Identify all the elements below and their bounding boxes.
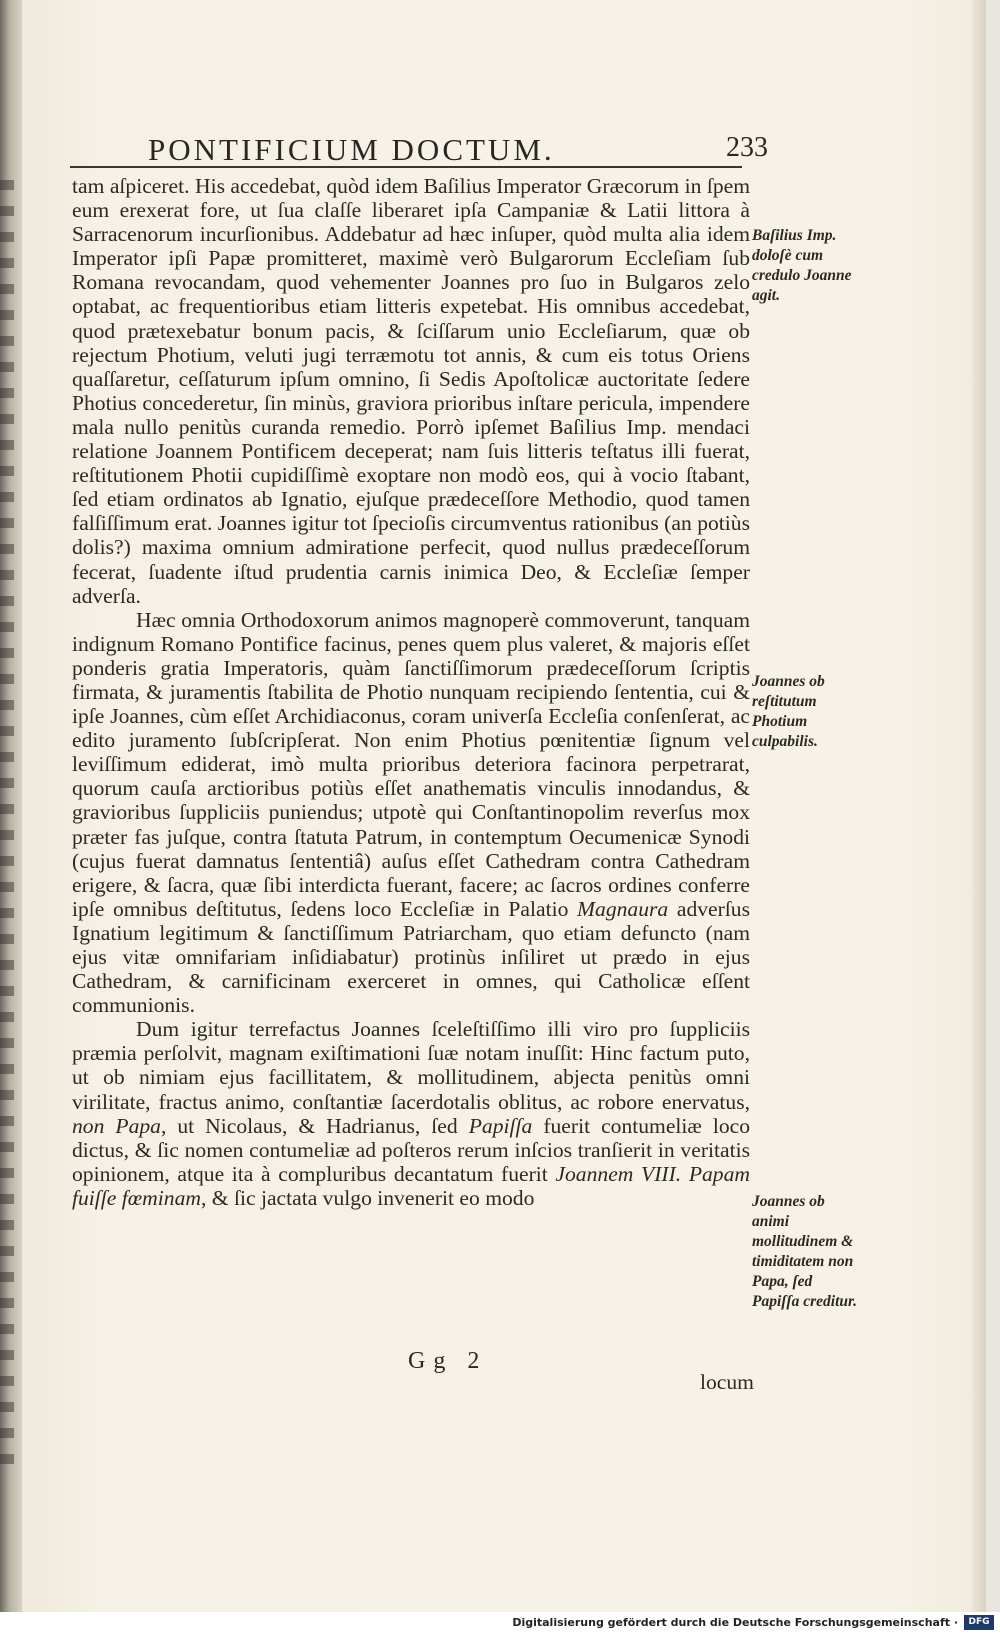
- digitization-footer: [0, 1612, 1000, 1635]
- margin-notes: [752, 226, 862, 1346]
- margin-note-3: Joannes ob animi mollitudinem & timiditatem non Papa, ſed Papiſſa creditur.: [752, 1193, 858, 1310]
- italic-phrase-2: Papiſſa: [468, 1113, 533, 1138]
- signature-mark: Gg 2: [408, 1348, 488, 1374]
- page-number: 233: [726, 132, 768, 163]
- catchword: locum: [700, 1370, 754, 1394]
- page-edge: [972, 0, 986, 1612]
- margin-note-2: Joannes ob reſtitutum Photium culpabilis.: [752, 673, 825, 750]
- paragraph-2-end: adverſus Ignatium legitimum & ſanctiſſimum Patriarcham, quo etiam defuncto (nam ejus vitæ omnifariam inſidiabatur) protinùs inſiliret ut prædo in ejus Cathedram, & carnificinam exerceret in omnes, qui Catholicæ eſſent communionis.: [72, 896, 751, 1018]
- running-head: PONTIFICIUM DOCTUM.: [148, 132, 555, 167]
- italic-place-name: Magnaura: [577, 896, 669, 921]
- italic-phrase-3: Joannem VIII. Papam fuiſſe fœminam: [72, 1161, 750, 1210]
- paragraph-3-text-d: , & ſic jactata vulgo invenerit eo modo: [200, 1185, 535, 1210]
- dfg-logo: DFG: [964, 1615, 994, 1630]
- margin-note-1: Baſilius Imp. doloſè cum credulo Joanne agit.: [752, 227, 852, 304]
- page-header: [128, 132, 768, 168]
- header-rule: [70, 166, 742, 168]
- italic-phrase-1: non Papa: [72, 1113, 161, 1138]
- paragraph-3-text-a: Dum igitur terrefactus Joannes ſceleſtiſſimo illi viro pro ſuppliciis præmia perſolvit, magnam exiſtimationi ſuæ notam inuſſit: Hinc factum puto, ut ob nimiam ejus facillitatem, & mollitudinem, abjecta penitùs omni virilitate, fractus animo, conſtantiæ ſacerdotalis oblitus, ac robore enervatus,: [72, 1017, 750, 1114]
- paragraph-3: [72, 1017, 750, 1210]
- paragraph-3-text-b: , ut Nicolaus, & Hadrianus, ſed: [160, 1113, 458, 1138]
- book-spine: [0, 0, 22, 1612]
- paragraph-1-text: tam aſpiceret. His accedebat, quòd idem Baſilius Imperator Græcorum in ſpem eum erexerat fore, ut ſua claſſe liberaret ipſa Campaniæ & Latii littora à Sarracenorum incurſionibus. Addebatur ad hæc inſuper, quòd multa alia idem Imperator ipſi Papæ promitteret, maximè verò Bulgarorum Eccleſiam ſub Romana revocandam, quod vehementer Joannes pro ſuo in Bulgaros zelo optabat, ac frequentioribus etiam litteris expetebat. His omnibus accedebat, quod prætexebatur bonum pacis, & ſciſſarum unio Eccleſiarum, quæ ob rejectum Photium, veluti jugi terræmotu tot annis, & cum eis totus Oriens quaſſaretur, ceſſaturum ipſum omnino, ſi Sedis Apoſtolicæ auctoritate ſedere Photius concederetur, ſin minùs, graviora prioribus inſtare pericula, impendere mala nullo penitùs curanda remedio. Porrò ipſemet Baſilius Imp. mendaci relatione Joannem Pontificem deceperat; nam ſuis litteris teſtatus illi fuerat, reſtitutionem Photii cupidiſſimè exoptare non modò eos, qui à vocio ſtabant, ſed etiam ordinatos ab Ignatio, ejuſque prædeceſſore Methodio, quod tamen falſiſſimum erat. Joannes igitur tot ſpecioſis circumventus rationibus (an potiùs dolis?) maxima omnium admiratione perfecit, quod nullus prædeceſſorum fecerat, ſuadente iſtud prudentia carnis inimica Deo, & Eccleſiæ ſemper adverſa.: [72, 174, 750, 608]
- facing-page-edge: [0, 180, 14, 1480]
- paragraph-2-text: Hæc omnia Orthodoxorum animos magnoperè commoverunt, tanquam indignum Romano Pontifice facinus, penes quem plus valeret, & majoris eſſet ponderis gratia Imperatoris, quàm ſanctiſſimorum prædeceſſorum ſcriptis firmata, & juramentis ſtabilita de Photio nunquam recipiendo ſententia, cui & ipſe Joannes, cùm eſſet Archidiaconus, coram univerſa Eccleſia conſenſerat, ac edito juramento ſubſcripſerat. Non enim Photius pœnitentiæ ſignum vel leviſſimum ediderat, imò multa prioribus deteriora facinora perpetrarat, quorum cauſa arctioribus potiùs eſſet anathematis vinculis innodandus, & gravioribus ſuppliciis puniendus; utpotè qui Conſtantinopolim reverſus mox præter fas juſque, contra ſtatuta Patrum, in contemptum Oecumenicæ Synodi (cujus fuerat damnatus ſententiâ) auſus eſſet Cathedram contra Cathedram erigere, & ſacra, quæ ſibi interdicta fuerant, facere; ac ſacros ordines conferre ipſe omnibus deſtitutus, ſedens loco Eccleſiæ in Palatio: [72, 607, 750, 921]
- footer-credit: Digitalisierung gefördert durch die Deutsche Forschungsgemeinschaft ·: [512, 1616, 958, 1629]
- paragraph-3-text-c: fuerit contumeliæ loco dictus, & ſic nomen contumeliæ ad poſteros rerum inſcios tranſierit in veritatis opinionem, atque ita à compluribus decantatum fuerit: [72, 1113, 751, 1186]
- paragraph-1: [72, 174, 750, 608]
- main-text: [72, 174, 750, 1394]
- paragraph-2: [72, 608, 750, 1018]
